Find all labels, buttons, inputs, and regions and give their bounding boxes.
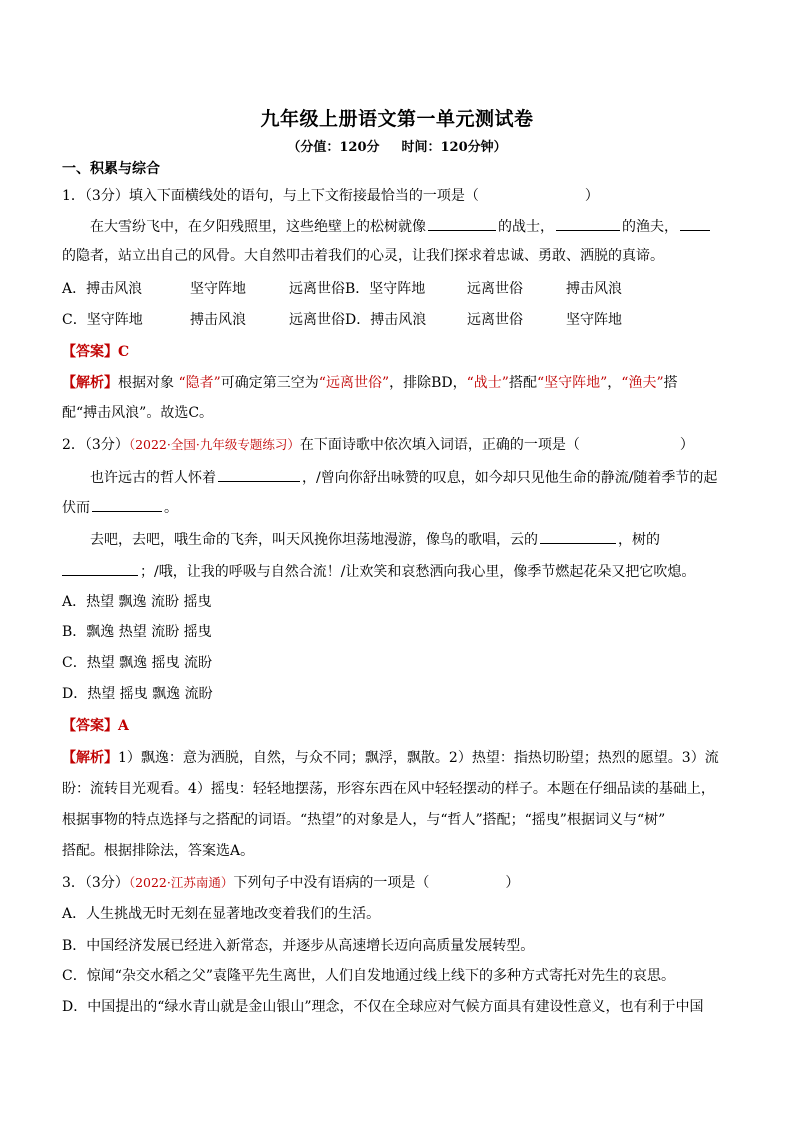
q3-option-b[interactable]: B．中国经济发展已经进入新常态，并逐步从高速增长迈向高质量发展转型。: [62, 938, 535, 954]
answer-blank[interactable]: [92, 496, 162, 512]
q1-stem: 1．（3分）填入下面横线处的语句，与上下文衔接最恰当的一项是（ ）: [62, 188, 599, 204]
q2-option-b[interactable]: B．飘逸 热望 流盼 摇曳: [62, 624, 212, 640]
q3-source: （2022·江苏南通）: [128, 875, 234, 890]
section-heading: 一、积累与综合: [62, 161, 160, 177]
q1-passage-line2: 的隐者，站立出自己的风骨。大自然叩击着我们的心灵，让我们探求着忠诚、勇敢、洒脱的真谛。: [62, 248, 664, 264]
q1-option-a-2: 坚守阵地: [190, 281, 246, 297]
q2-analysis-line2: 盼：流转目光观看。4）摇曳：轻轻地摆荡，形容东西在风中轻轻摆动的样子。本题在仔细品读的基础上，: [62, 781, 715, 797]
q3-stem: 3．（3分）（2022·江苏南通）下列句子中没有语病的一项是（ ）: [62, 875, 520, 891]
score-info: （分值：120分: [287, 140, 380, 155]
q2-stem: 2．（3分）（2022·全国·九年级专题练习）在下面诗歌中依次填入词语，正确的一项是（ ）: [62, 437, 694, 453]
q1-option-d[interactable]: D．搏击风浪: [345, 312, 427, 328]
answer-blank[interactable]: [62, 560, 138, 576]
answer-blank[interactable]: [540, 528, 616, 544]
answer-blank[interactable]: [428, 215, 496, 231]
q2-analysis-line1: 【解析】1）飘逸：意为洒脱，自然，与众不同；飘浮，飘散。2）热望：指热切盼望；热烈的愿望。3）流: [62, 750, 719, 766]
q1-option-c-2: 搏击风浪: [190, 312, 246, 328]
q3-option-c[interactable]: C．惊闻“杂交水稻之父”袁隆平先生离世，人们自发地通过线上线下的多种方式寄托对先生的哀思。: [62, 968, 676, 984]
q1-option-a[interactable]: A．搏击风浪: [62, 281, 143, 297]
q2-poem-line2: 伏而 。: [62, 496, 178, 518]
q1-analysis-line2: 配“搏击风浪”。故选C。: [62, 405, 214, 421]
q1-option-c[interactable]: C．坚守阵地: [62, 312, 143, 328]
q1-option-d-3: 坚守阵地: [566, 312, 622, 328]
q2-answer: 【答案】A: [62, 718, 129, 734]
q1-answer: 【答案】C: [62, 344, 130, 360]
q1-option-d-2: 远离世俗: [467, 312, 523, 328]
time-info: 时间：120分钟）: [401, 140, 507, 155]
q1-option-a-3: 远离世俗: [289, 281, 345, 297]
q1-option-b[interactable]: B．坚守阵地: [345, 281, 426, 297]
q1-option-c-3: 远离世俗: [289, 312, 345, 328]
q1-option-b-3: 搏击风浪: [566, 281, 622, 297]
q2-analysis-line3: 根据事物的特点选择与之搭配的词语。“热望”的对象是人，与“哲人”搭配；“摇曳”根据词义与“树”: [62, 812, 666, 828]
page-subtitle: [0, 136, 794, 155]
page-title: 九年级上册语文第一单元测试卷: [260, 108, 534, 130]
answer-blank[interactable]: [680, 215, 710, 231]
q2-analysis-line4: 搭配。根据排除法，答案选A。: [62, 843, 255, 859]
q1-passage-line1: 在大雪纷飞中，在夕阳残照里，这些绝壁上的松树就像 的战士， 的渔夫，: [90, 215, 712, 237]
answer-blank[interactable]: [556, 215, 620, 231]
q2-poem-line4: ；/哦，让我的呼吸与自然合流！/让欢笑和哀愁洒向我心里，像季节燃起花朵又把它吹熄。: [62, 560, 695, 582]
q3-option-a[interactable]: A．人生挑战无时无刻在显著地改变着我们的生活。: [62, 906, 381, 922]
q2-poem-line3: 去吧，去吧，哦生命的飞奔，叫天风挽你坦荡地漫游，像鸟的歌唱，云的 ，树的: [90, 528, 660, 550]
q2-option-c[interactable]: C．热望 飘逸 摇曳 流盼: [62, 655, 213, 671]
q3-option-d[interactable]: D．中国提出的“绿水青山就是金山银山”理念，不仅在全球应对气候方面具有建设性意义，也有利于中国: [62, 999, 704, 1015]
q1-analysis-line1: 【解析】根据对象 “隐者”可确定第三空为“远离世俗”，排除BD，“战士”搭配“坚守阵地”，“渔夫”搭: [62, 375, 678, 391]
q2-option-a[interactable]: A．热望 飘逸 流盼 摇曳: [62, 594, 212, 610]
q2-option-d[interactable]: D．热望 摇曳 飘逸 流盼: [62, 686, 213, 702]
answer-blank[interactable]: [218, 466, 300, 482]
q2-source: （2022·全国·九年级专题练习）: [128, 437, 300, 452]
q1-option-b-2: 远离世俗: [467, 281, 523, 297]
q2-poem-line1: 也许远古的哲人怀着 ，/曾向你舒出咏赞的叹息，如今却只见他生命的静流/随着季节的起: [90, 466, 717, 488]
